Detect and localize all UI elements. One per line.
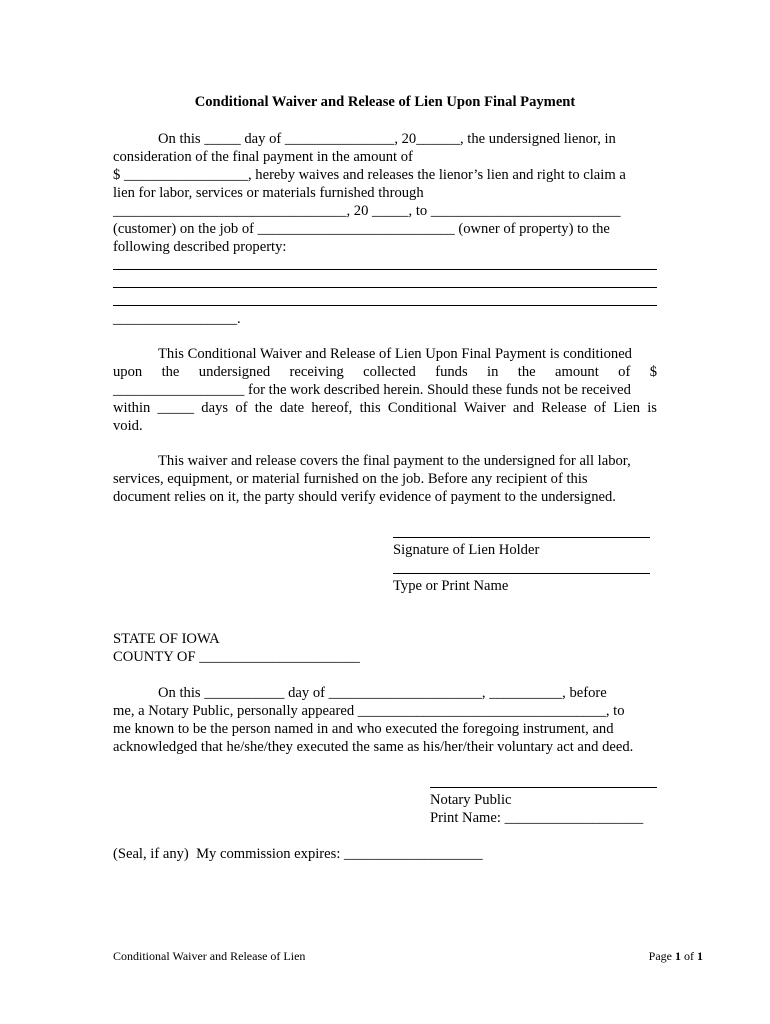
para1-line1: On this _____ day of _______________, 20______, the undersigned lienor, in <box>158 131 616 147</box>
property-line-1 <box>113 269 657 270</box>
para2-line5: void. <box>113 418 143 434</box>
notary-line2: me, a Notary Public, personally appeared __________________________________, to <box>113 703 625 719</box>
property-line-3 <box>113 305 657 306</box>
notary-public-label: Notary Public <box>430 792 512 808</box>
page-number <box>649 949 703 964</box>
signature-label: Signature of Lien Holder <box>393 542 540 558</box>
para2-line2: upon the undersigned receiving collected funds in the amount of $ <box>113 364 657 380</box>
para3-line1: This waiver and release covers the final payment to the undersigned for all labor, <box>158 453 631 469</box>
para1-line5: ________________________________, 20 _____, to __________________________ <box>113 203 621 219</box>
state-label: STATE OF IOWA <box>113 631 220 647</box>
para2-line3: __________________ for the work described herein. Should these funds not be received <box>113 382 631 398</box>
para1-line6: (customer) on the job of ___________________________ (owner of property) to the <box>113 221 610 237</box>
para1-line8: _________________. <box>113 311 241 327</box>
document-title: Conditional Waiver and Release of Lien Upon Final Payment <box>194 94 576 110</box>
para1-line2: consideration of the final payment in the amount of <box>113 149 413 165</box>
para2-line1: This Conditional Waiver and Release of Lien Upon Final Payment is conditioned <box>158 346 632 362</box>
print-name-label: Type or Print Name <box>393 578 509 594</box>
signature-line <box>393 537 650 538</box>
page-current: 1 <box>675 949 681 963</box>
para1-line4: lien for labor, services or materials furnished through <box>113 185 424 201</box>
page-total: 1 <box>697 949 703 963</box>
page-of: of <box>681 949 697 963</box>
para2-line4: within _____ days of the date hereof, this Conditional Waiver and Release of Lien is <box>113 400 657 416</box>
print-name-line <box>393 573 650 574</box>
para1-line3: $ _________________, hereby waives and releases the lienor’s lien and right to claim a <box>113 167 626 183</box>
notary-line4: acknowledged that he/she/they executed the same as his/her/their voluntary act and deed. <box>113 739 634 755</box>
commission-expires: (Seal, if any) My commission expires: ___________________ <box>113 846 483 862</box>
notary-line1: On this ___________ day of _____________________, __________, before <box>158 685 607 701</box>
para1-line7: following described property: <box>113 239 287 255</box>
page-prefix: Page <box>648 949 675 963</box>
notary-line3: me known to be the person named in and who executed the foregoing instrument, and <box>113 721 614 737</box>
para3-line2: services, equipment, or material furnished on the job. Before any recipient of this <box>113 471 588 487</box>
para3-line3: document relies on it, the party should verify evidence of payment to the undersigned. <box>113 489 616 505</box>
notary-print-name: Print Name: ___________________ <box>430 810 644 826</box>
property-line-2 <box>113 287 657 288</box>
county-label: COUNTY OF ______________________ <box>113 649 360 665</box>
footer-title: Conditional Waiver and Release of Lien <box>113 949 306 963</box>
notary-signature-line <box>430 787 657 788</box>
